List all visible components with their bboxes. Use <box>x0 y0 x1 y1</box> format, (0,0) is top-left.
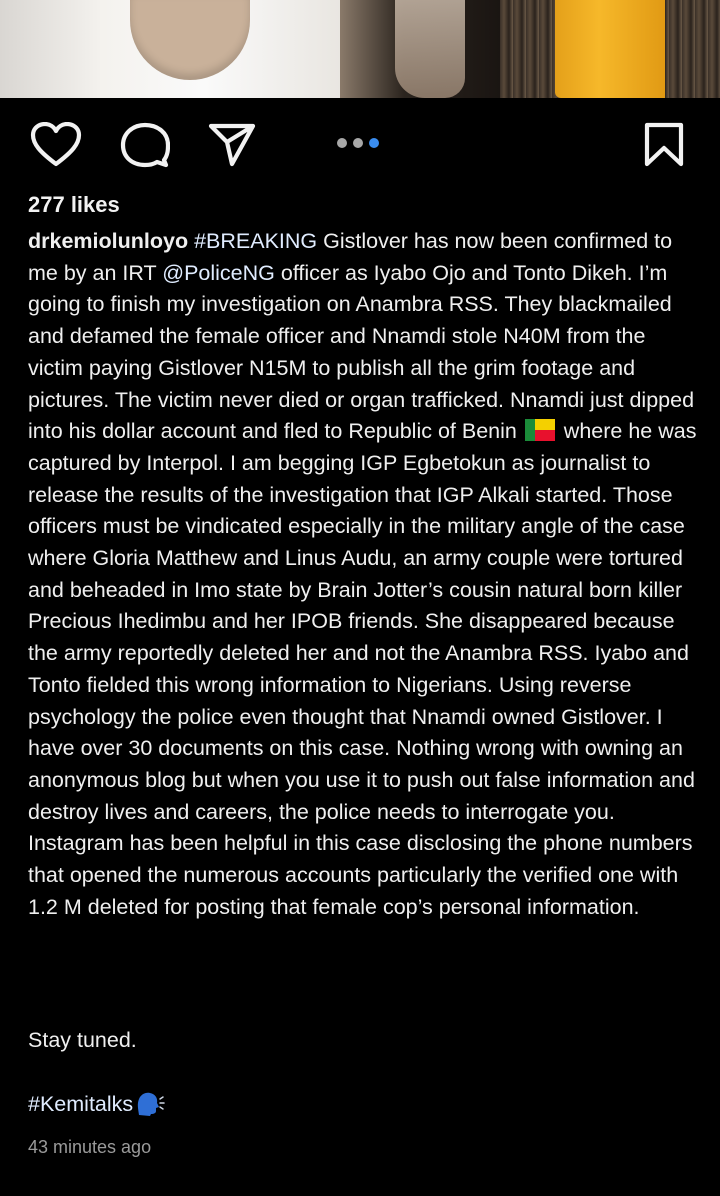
image-yellow-garment <box>555 0 665 98</box>
save-button[interactable] <box>644 122 684 168</box>
hashtag-link[interactable]: #Kemitalks <box>28 1092 134 1116</box>
caption-text: where he was captured by Interpol. I am begging IGP Egbetokun as journalist to release the results of the investigation that IGP Alkali started. Those officers must be vindicated especially in the military angle of the case where Gloria Matthew and Linus Audu, an army couple were tortured and beheaded in Imo state by Brain Jotter’s cousin natural born killer Precious Ihedimbu and her IPOB friends. She disappeared because the army reportedly deleted her and not the Anambra RSS. Iyabo and Tonto fielded this wrong information to Nigerians. Using reverse psychology the police even thought that Nnamdi owned Gistlover. I have over 30 documents on this case. Nothing wrong with owning an anonymous blog but when you use it to push out false information and destroy lives and careers, the police needs to interrogate you. Instagram has been helpful in this case disclosing the phone numbers that opened the numerous accounts particularly the verified one with 1.2 M deleted for posting that female cop’s personal information. <box>28 419 697 919</box>
comment-button[interactable] <box>120 122 170 170</box>
caption-text: Gistlover has now been confirmed to me by an IRT <box>28 229 673 285</box>
caption-text: officer as Iyabo Ojo and Tonto Dikeh. I’m going to finish my investigation on Anambra RSS. They blackmailed and defamed the female officer and Nnamdi stole N40M from the victim paying Gistlover N15M to publish all the grim footage and pictures. The victim never died or organ trafficked. Nnamdi just dipped into his dollar account and fled to Republic of Benin <box>28 260 695 444</box>
heart-icon <box>30 122 82 168</box>
speaking-head-icon <box>135 1091 165 1117</box>
like-button[interactable] <box>30 122 82 168</box>
likes-count[interactable]: 277 likes <box>28 192 120 217</box>
caption-closing-line <box>28 1089 165 1120</box>
carousel-dot-active <box>369 138 379 148</box>
comment-bubble-icon <box>120 122 170 170</box>
carousel-dot <box>353 138 363 148</box>
paper-plane-icon <box>208 122 256 168</box>
post-caption <box>28 226 700 923</box>
carousel-dot <box>337 138 347 148</box>
benin-flag-icon <box>525 419 555 441</box>
hashtag-link[interactable]: #BREAKING <box>194 229 318 253</box>
author-username[interactable]: drkemiolunloyo <box>28 229 189 253</box>
share-button[interactable] <box>208 122 256 168</box>
post-action-bar <box>0 98 720 188</box>
image-region-rock <box>395 0 465 98</box>
carousel-indicator <box>337 138 379 148</box>
post-timestamp: 43 minutes ago <box>28 1137 152 1157</box>
caption-stay-tuned: Stay tuned. <box>28 1028 137 1052</box>
mention-link[interactable]: @PoliceNG <box>162 260 275 285</box>
post-image[interactable] <box>0 0 720 98</box>
bookmark-icon <box>644 122 684 168</box>
